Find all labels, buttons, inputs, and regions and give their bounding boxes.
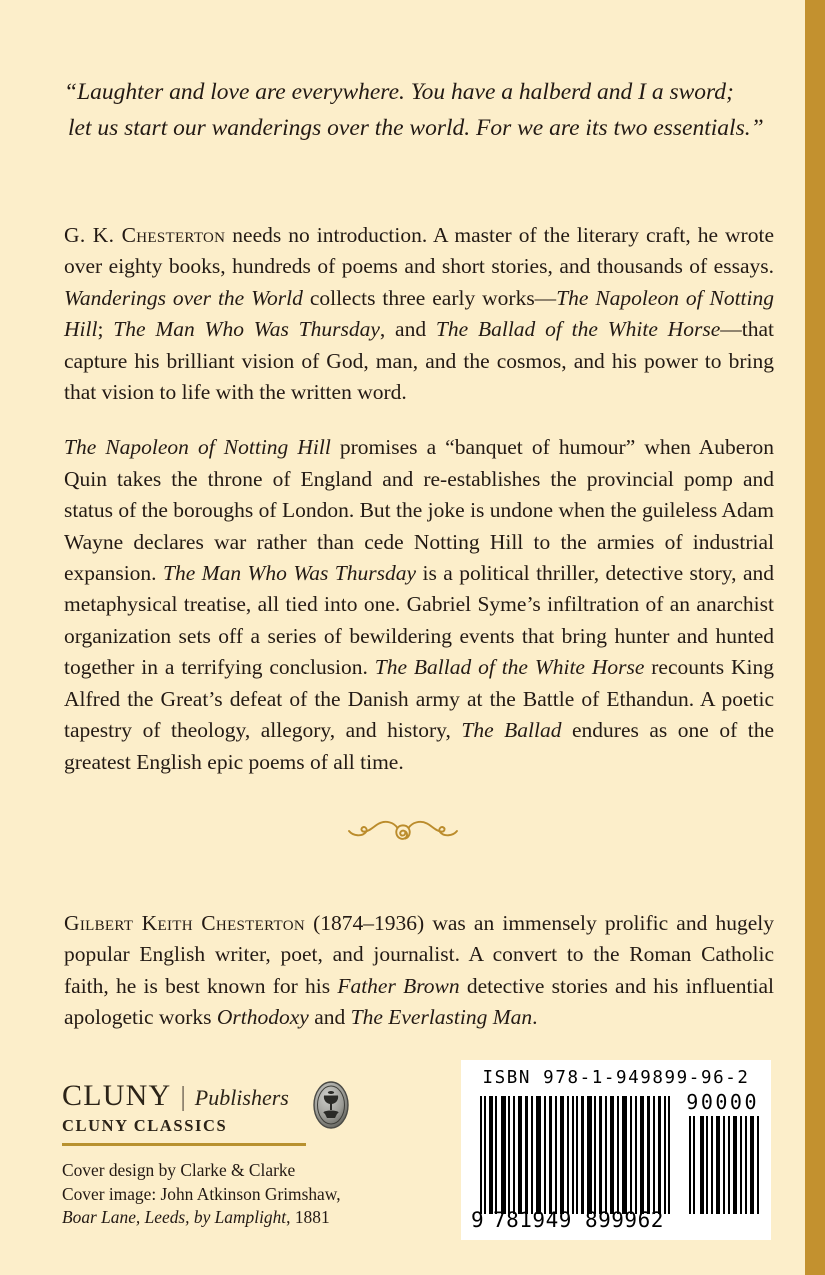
bio-text-b: detective stories and his influential apologetic works — [64, 973, 774, 1030]
bio-text-a: (1874–1936) was an immensely prolific and hugely popular English writer, poet, and journalist. A convert to the Roman Catholic faith, he is best known for his — [64, 911, 774, 998]
isbn-barcode-panel — [461, 1060, 771, 1240]
flourish-divider-icon — [343, 812, 463, 846]
cover-credits — [62, 1159, 402, 1230]
spine-edge-stripe — [805, 0, 825, 1275]
p1-title-napoleon: The Napoleon of Notting Hill — [64, 285, 774, 342]
author-bio-paragraph — [64, 908, 774, 1034]
description-block — [64, 220, 774, 778]
description-paragraph-2 — [64, 432, 774, 777]
publisher-title-line — [62, 1081, 289, 1111]
barcode-addon-digits: 90000 — [686, 1090, 759, 1114]
credit-artwork-year: , 1881 — [286, 1207, 330, 1227]
epigraph-quote — [64, 74, 780, 146]
bio-text-d: . — [532, 1005, 538, 1030]
publisher-name: CLUNY — [62, 1079, 172, 1113]
bio-title-orthodoxy: Orthodoxy — [216, 1005, 309, 1030]
description-paragraph-1 — [64, 220, 774, 408]
p1-text-d: , and — [379, 317, 436, 342]
ean5-addon-bars — [689, 1116, 759, 1214]
p1-text-e: —that capture his brilliant vision of God, man, and the cosmos, and his power to bring that vision to life with the written word. — [64, 317, 774, 405]
bio-text-c: and — [308, 1005, 351, 1030]
p2-text-c: recounts King Alfred the Great’s defeat of the Danish army at the Battle of Ethandun. A poetic tapestry of theology, allegory, and history, — [64, 655, 774, 743]
p1-text-c: ; — [97, 317, 114, 342]
bio-title-father-brown: Father Brown — [337, 973, 460, 998]
epigraph-line-1: “Laughter and love are everywhere. You have a halberd and I a sword; — [64, 79, 734, 105]
publisher-imprint: CLUNY CLASSICS — [62, 1116, 228, 1136]
publisher-separator: | — [180, 1081, 186, 1112]
ean13-digits-row — [471, 1208, 683, 1234]
publisher-emblem — [311, 1080, 351, 1135]
credit-artwork-line — [62, 1206, 402, 1230]
p2-title-ballad-white-horse: The Ballad of the White Horse — [374, 655, 645, 680]
ean13-bars — [480, 1096, 672, 1214]
p1-text-a: needs no introduction. A master of the literary craft, he wrote over eighty books, hundreds of poems and short stories, and thousands of essays. — [64, 223, 774, 279]
p1-text-b: collects three early works— — [302, 285, 557, 310]
colophon-block — [62, 1079, 402, 1230]
publisher-row — [62, 1079, 402, 1136]
p2-text-a: promises a “banquet of humour” when Auberon Quin takes the throne of England and re-establishes the provincial pomp and status of the boroughs of London. But the joke is undone when the guileless Adam Wayne declares war rather than cede Notting Hill to the armies of industrial expansion. — [64, 435, 775, 586]
author-bio-block — [64, 908, 774, 1034]
credit-design: Cover design by Clarke & Clarke — [62, 1160, 296, 1180]
p1-title-ballad: The Ballad of the White Horse — [435, 317, 721, 342]
chalice-medallion-icon — [311, 1080, 351, 1130]
ean-lead-digit: 9 — [471, 1208, 485, 1232]
p2-text-d: endures as one of the greatest English epic poems of all time. — [64, 718, 774, 774]
epigraph-line-2: let us start our wanderings over the world. For we are its two essentials.” — [68, 115, 764, 141]
p2-title-thursday: The Man Who Was Thursday — [162, 561, 417, 586]
ornament-divider — [0, 812, 805, 846]
credit-image: Cover image: John Atkinson Grimshaw, — [62, 1183, 341, 1204]
p2-title-ballad: The Ballad — [461, 718, 562, 743]
p2-title-napoleon: The Napoleon of Notting Hill — [64, 435, 331, 460]
colophon-rule — [62, 1143, 306, 1146]
author-name-smallcaps: G. K. Chesterton — [64, 223, 226, 247]
p1-title-thursday: The Man Who Was Thursday — [113, 317, 380, 342]
bio-title-everlasting-man: The Everlasting Man — [350, 1005, 533, 1030]
isbn-number-label: ISBN 978-1-949899-96-2 — [482, 1068, 750, 1088]
bio-author-name-smallcaps: Gilbert Keith Chesterton — [64, 911, 305, 935]
ean-main-digits: 781949 899962 — [493, 1208, 664, 1232]
p1-title-wanderings: Wanderings over the World — [64, 285, 303, 310]
credit-artwork-title: Boar Lane, Leeds, by Lamplight — [62, 1207, 287, 1227]
p2-text-b: is a political thriller, detective story, and metaphysical treatise, all tied into one. Gabriel Syme’s infiltration of an anarchist organization sets off a series of bewildering events that bring hunter and hunted together in a terrifying conclusion. — [64, 561, 774, 680]
publisher-kind: Publishers — [194, 1085, 289, 1111]
publisher-names — [62, 1081, 289, 1135]
